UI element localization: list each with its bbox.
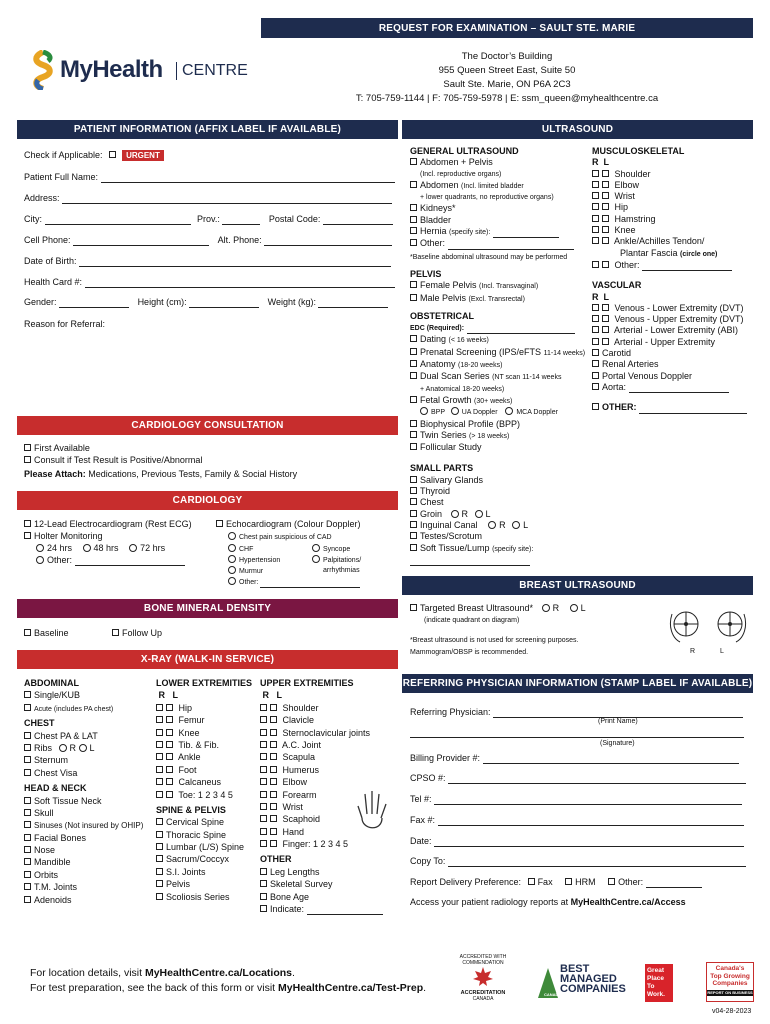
print-name-label: (Print Name): [598, 718, 638, 725]
palpitations-label: Palpitations/: [323, 557, 362, 564]
rl-header: R L: [262, 690, 283, 701]
xray-item[interactable]: Foot: [156, 764, 256, 776]
xray-header: X-RAY (WALK-IN SERVICE): [17, 650, 398, 669]
logo: [30, 50, 260, 90]
xray-item[interactable]: Finger: 1 2 3 4 5: [260, 838, 396, 850]
us-item[interactable]: Kidneys*: [410, 203, 598, 214]
phys-label: Referring Physician:: [410, 707, 491, 717]
general-us-heading: GENERAL ULTRASOUND: [410, 146, 519, 156]
echo-label: Echocardiogram (Colour Doppler): [226, 519, 361, 529]
xray-item[interactable]: Orbits: [24, 869, 152, 881]
holter-24-label: 24 hrs: [47, 543, 73, 553]
copy-label: Copy To:: [410, 856, 446, 866]
us-item[interactable]: Male Pelvis (Excl. Transrectal): [410, 293, 598, 305]
us-item[interactable]: Venous - Lower Extremity (DVT): [592, 303, 752, 314]
xray-item[interactable]: Thoracic Spine: [156, 829, 256, 841]
xray-item[interactable]: Bone Age: [260, 891, 396, 903]
ultrasound-header: ULTRASOUND: [402, 120, 753, 139]
holter-48-radio[interactable]: [83, 544, 91, 552]
chf-radio[interactable]: [228, 544, 236, 552]
rl-header: R L: [592, 157, 610, 168]
breast-note-1: *Breast ultrasound is not used for screening purposes.: [410, 637, 579, 644]
xray-item[interactable]: T.M. Joints: [24, 881, 152, 893]
access-text: Access your patient radiology reports at: [410, 897, 571, 907]
name-label: Patient Full Name:: [24, 172, 99, 182]
syncope-label: Syncope: [323, 546, 351, 553]
xray-item[interactable]: Chest Visa: [24, 767, 152, 779]
footer-line-2: For test preparation, see the back of this form or visit: [30, 982, 279, 994]
chf-label: CHF: [239, 546, 254, 553]
arrhythmias-label: arrhythmias: [323, 567, 360, 574]
other-heading: OTHER: [260, 854, 292, 865]
city-field[interactable]: [45, 216, 191, 225]
consult-if-positive-checkbox[interactable]: [24, 456, 31, 463]
weight-label: Weight (kg):: [267, 297, 316, 307]
follow-up-checkbox[interactable]: [112, 629, 119, 636]
us-item[interactable]: Thyroid: [410, 486, 598, 497]
address-line-1: The Doctor’s Building: [461, 51, 553, 62]
us-item[interactable]: Shoulder: [592, 169, 752, 180]
xray-item[interactable]: Lumbar (L/S) Spine: [156, 841, 256, 853]
hc-label: Health Card #:: [24, 277, 83, 287]
access-link[interactable]: MyHealthCentre.ca/Access: [570, 897, 686, 907]
cell-label: Cell Phone:: [24, 235, 71, 245]
bpp-radio[interactable]: [420, 407, 428, 415]
us-item[interactable]: Biophysical Profile (BPP): [410, 419, 598, 430]
cpso-field[interactable]: [448, 775, 746, 784]
us-item[interactable]: Groin R L: [410, 509, 598, 520]
palpitations-radio[interactable]: [312, 555, 320, 563]
great-place-logo: Great Place To Work.: [645, 964, 673, 1002]
cpso-label: CPSO #:: [410, 773, 446, 783]
obstetrical-heading: OBSTETRICAL: [410, 310, 474, 321]
xray-item[interactable]: Adenoids: [24, 894, 152, 906]
hc-field[interactable]: [85, 279, 395, 288]
breast-l-label: L: [720, 648, 724, 655]
xray-item[interactable]: Skull: [24, 807, 152, 819]
breast-r-label: R: [690, 648, 696, 655]
signature-label: (Signature): [600, 740, 635, 747]
billing-label: Billing Provider #:: [410, 753, 481, 763]
consult-if-positive-label: Consult if Test Result is Positive/Abnormal: [34, 455, 203, 465]
chest-pain-radio[interactable]: [228, 532, 236, 540]
address-field[interactable]: [62, 195, 392, 204]
name-field[interactable]: [101, 174, 395, 183]
mca-radio[interactable]: [505, 407, 513, 415]
us-item[interactable]: Fetal Growth (30+ weeks): [410, 395, 598, 407]
pref-label: Report Delivery Preference:: [410, 877, 522, 887]
holter-other-radio[interactable]: [36, 556, 44, 564]
us-item[interactable]: Arterial - Lower Extremity (ABI): [592, 325, 752, 336]
breast-l-radio[interactable]: [570, 604, 578, 612]
pref-fax-checkbox[interactable]: [528, 878, 535, 885]
us-item[interactable]: Knee: [592, 225, 752, 236]
xray-item[interactable]: Tib. & Fib.: [156, 739, 256, 751]
us-item[interactable]: Bladder: [410, 215, 598, 226]
us-item[interactable]: Venous - Upper Extremity (DVT): [592, 314, 752, 325]
attach-text: Medications, Previous Tests, Family & Social History: [85, 469, 298, 479]
us-item[interactable]: Salivary Glands: [410, 475, 598, 486]
xray-item[interactable]: Nose: [24, 844, 152, 856]
rl-header: R L: [592, 291, 610, 302]
echo-other-radio[interactable]: [228, 577, 236, 585]
breast-quadrant-note: (indicate quadrant on diagram): [424, 617, 520, 624]
xray-item[interactable]: Toe: 1 2 3 4 5: [156, 789, 256, 801]
myhealth-logo-icon: [30, 50, 56, 90]
us-item[interactable]: Anatomy (18-20 weeks): [410, 359, 598, 371]
form-title: REQUEST FOR EXAMINATION – SAULT STE. MARIE: [261, 18, 753, 38]
postal-field[interactable]: [323, 216, 393, 225]
us-item[interactable]: Other:: [410, 238, 598, 249]
city-label: City:: [24, 214, 42, 224]
us-item[interactable]: Hamstring: [592, 214, 752, 225]
ecg-label: 12-Lead Electrocardiogram (Rest ECG): [34, 519, 192, 529]
us-item[interactable]: Arterial - Upper Extremity: [592, 337, 752, 348]
locations-link[interactable]: MyHealthCentre.ca/Locations: [144, 967, 293, 979]
address-line-2: 955 Queen Street East, Suite 50: [438, 65, 576, 76]
us-item[interactable]: Soft Tissue/Lump (specify site):: [410, 543, 598, 567]
xray-item[interactable]: Sinuses (Not insured by OHIP): [24, 819, 152, 831]
pelvis-heading: PELVIS: [410, 268, 442, 279]
us-item[interactable]: Chest: [410, 497, 598, 508]
holter-other-label: Other:: [47, 555, 73, 565]
xray-item[interactable]: Pelvis: [156, 878, 256, 890]
accreditation-logo: ACCREDITED WITH COMMENDATION ACCREDITATION CANADA: [459, 954, 507, 1002]
small-parts-heading: SMALL PARTS: [410, 463, 474, 474]
xray-item[interactable]: Ribs R L: [24, 742, 152, 754]
tel-field[interactable]: [434, 796, 742, 805]
syncope-radio[interactable]: [312, 544, 320, 552]
top-growing-logo: Canada's Top Growing Companies REPORT ON BUSINESS: [706, 962, 754, 1002]
prov-field[interactable]: [222, 216, 260, 225]
xray-item[interactable]: A.C. Joint: [260, 739, 396, 751]
xray-item[interactable]: Leg Lengths: [260, 866, 396, 878]
cardio-consult-header: CARDIOLOGY CONSULTATION: [17, 416, 398, 435]
contact-line: T: 705-759-1144 | F: 705-759-5978 | E: ssm_queen@myhealthcentre.ca: [355, 93, 659, 104]
urgent-checkbox[interactable]: [109, 151, 116, 158]
xray-item[interactable]: Acute (includes PA chest): [24, 702, 152, 714]
xray-item[interactable]: Facial Bones: [24, 832, 152, 844]
alt-label: Alt. Phone:: [217, 235, 262, 245]
follow-up-label: Follow Up: [122, 628, 163, 638]
xray-item[interactable]: Humerus: [260, 764, 396, 776]
xray-item[interactable]: Femur: [156, 714, 256, 726]
us-note: + lower quadrants, no reproductive organs): [420, 194, 554, 202]
us-item[interactable]: Wrist: [592, 191, 752, 202]
dob-label: Date of Birth:: [24, 256, 77, 266]
ribs-r-radio[interactable]: [59, 744, 67, 752]
cardiology-header: CARDIOLOGY: [17, 491, 398, 510]
xray-item[interactable]: Indicate:: [260, 903, 396, 915]
msk-heading: MUSCULOSKELETAL: [592, 146, 685, 156]
us-item[interactable]: Other:: [592, 260, 752, 271]
hand-diagram-icon: [354, 788, 390, 836]
address-line-3: Sault Ste. Marie, ON P6A 2C3: [443, 79, 571, 90]
height-field[interactable]: [189, 299, 259, 308]
xray-item[interactable]: Hand: [260, 826, 396, 838]
xray-item[interactable]: Scoliosis Series: [156, 891, 256, 903]
us-item[interactable]: Carotid: [592, 348, 752, 359]
xray-item[interactable]: Ankle: [156, 751, 256, 763]
breast-header: BREAST ULTRASOUND: [402, 576, 753, 595]
xray-item[interactable]: Forearm: [260, 789, 396, 801]
head-neck-heading: HEAD & NECK: [24, 783, 87, 794]
best-managed-logo: CANADA'S BEST MANAGED COMPANIES: [538, 964, 638, 1004]
abdominal-heading: ABDOMINAL: [24, 678, 79, 688]
xray-item[interactable]: Mandible: [24, 856, 152, 868]
xray-item[interactable]: Skeletal Survey: [260, 878, 396, 890]
us-item[interactable]: Aorta:: [592, 382, 752, 393]
us-item[interactable]: OTHER:: [592, 402, 752, 413]
gender-label: Gender:: [24, 297, 57, 307]
prov-label: Prov.:: [197, 214, 220, 224]
ua-radio[interactable]: [451, 407, 459, 415]
baseline-checkbox[interactable]: [24, 629, 31, 636]
us-item[interactable]: Dual Scan Series (NT scan 11-14 weeks: [410, 371, 598, 383]
baseline-label: Baseline: [34, 628, 69, 638]
murmur-label: Murmur: [239, 568, 264, 575]
targeted-breast-checkbox[interactable]: [410, 604, 417, 611]
pref-other-checkbox[interactable]: [608, 878, 615, 885]
xray-item[interactable]: Scaphoid: [260, 813, 396, 825]
bmd-header: BONE MINERAL DENSITY: [17, 599, 398, 618]
xray-item[interactable]: Shoulder: [260, 702, 396, 714]
ribs-l-radio[interactable]: [79, 744, 87, 752]
patient-info-header: PATIENT INFORMATION (AFFIX LABEL IF AVAILABLE): [17, 120, 398, 139]
signature-field[interactable]: [410, 729, 744, 738]
holter-label: Holter Monitoring: [34, 531, 103, 541]
gender-field[interactable]: [59, 299, 129, 308]
attach-label: Please Attach:: [24, 469, 86, 479]
dob-field[interactable]: [79, 258, 391, 267]
upper-heading: UPPER EXTREMITIES: [260, 678, 354, 688]
xray-item[interactable]: Clavicle: [260, 714, 396, 726]
xray-item[interactable]: Sacrum/Coccyx: [156, 853, 256, 865]
rl-header: R L: [158, 690, 179, 701]
msk-pf-label: Plantar Fascia: [620, 247, 678, 258]
us-note: + Anatomical 18-20 weeks): [420, 385, 505, 393]
logo-sub: CENTRE: [176, 62, 248, 80]
date-label: Date:: [410, 836, 432, 846]
us-item[interactable]: Ankle/Achilles Tendon/: [592, 236, 752, 247]
echo-checkbox[interactable]: [216, 520, 223, 527]
us-item[interactable]: Renal Arteries: [592, 359, 752, 370]
weight-field[interactable]: [318, 299, 388, 308]
fax-field[interactable]: [438, 817, 744, 826]
xray-item[interactable]: Chest PA & LAT: [24, 730, 152, 742]
postal-label: Postal Code:: [268, 214, 321, 224]
xray-item[interactable]: Calcaneus: [156, 776, 256, 788]
holter-24-radio[interactable]: [36, 544, 44, 552]
ecg-checkbox[interactable]: [24, 520, 31, 527]
echo-other-label: Other:: [239, 579, 259, 586]
xray-item[interactable]: Cervical Spine: [156, 816, 256, 828]
billing-field[interactable]: [483, 755, 739, 764]
referring-header: REFERRING PHYSICIAN INFORMATION (STAMP LABEL IF AVAILABLE): [402, 674, 753, 693]
us-item[interactable]: Elbow: [592, 180, 752, 191]
edc-label: EDC (Required):: [410, 325, 465, 333]
us-item[interactable]: Portal Venous Doppler: [592, 371, 752, 382]
urgent-badge: URGENT: [122, 150, 164, 161]
breast-diagram-icon[interactable]: [666, 606, 750, 650]
tel-label: Tel #:: [410, 794, 432, 804]
reason-label: Reason for Referral:: [24, 319, 106, 329]
edc-field[interactable]: [467, 325, 575, 334]
address-label: Address:: [24, 193, 60, 203]
chest-heading: CHEST: [24, 718, 55, 729]
echo-other-field[interactable]: [260, 579, 360, 588]
us-item[interactable]: Abdomen + Pelvis: [410, 157, 598, 168]
holter-checkbox[interactable]: [24, 532, 31, 539]
us-item[interactable]: Twin Series (> 18 weeks): [410, 430, 598, 442]
holter-72-radio[interactable]: [129, 544, 137, 552]
holter-48-label: 48 hrs: [93, 543, 119, 553]
xray-item[interactable]: Sternum: [24, 754, 152, 766]
first-available-checkbox[interactable]: [24, 444, 31, 451]
xray-item[interactable]: Scapula: [260, 751, 396, 763]
hypertension-radio[interactable]: [228, 555, 236, 563]
breast-r-radio[interactable]: [542, 604, 550, 612]
copy-field[interactable]: [448, 858, 746, 867]
xray-item[interactable]: Knee: [156, 727, 256, 739]
us-item[interactable]: Inguinal Canal R L: [410, 520, 598, 531]
us-item[interactable]: Hip: [592, 202, 752, 213]
height-label: Height (cm):: [137, 297, 187, 307]
us-item[interactable]: Testes/Scrotum: [410, 531, 598, 542]
holter-72-label: 72 hrs: [140, 543, 166, 553]
us-item[interactable]: Follicular Study: [410, 442, 598, 453]
test-prep-link[interactable]: MyHealthCentre.ca/Test-Prep: [278, 982, 424, 994]
pref-hrm-checkbox[interactable]: [565, 878, 572, 885]
cell-field[interactable]: [73, 237, 209, 246]
first-available-label: First Available: [34, 443, 90, 453]
murmur-radio[interactable]: [228, 566, 236, 574]
breast-note-2: Mammogram/OBSP is recommended.: [410, 649, 529, 656]
us-note: (Incl. reproductive organs): [420, 170, 502, 178]
maple-leaf-icon: [471, 966, 495, 988]
us-item[interactable]: Prenatal Screening (IPS/eFTS 11-14 weeks): [410, 347, 598, 359]
version-label: v04-28-2023: [712, 1008, 752, 1015]
chest-pain-label: Chest pain suspicious of CAD: [239, 534, 332, 541]
footer-line-1: For location details, visit: [30, 967, 145, 979]
xray-item[interactable]: Single/KUB: [24, 689, 152, 701]
vascular-heading: VASCULAR: [592, 280, 642, 291]
xray-item[interactable]: Soft Tissue Neck: [24, 795, 152, 807]
alt-field[interactable]: [264, 237, 392, 246]
us-item[interactable]: Abdomen (Incl. limited bladder: [410, 180, 598, 192]
holter-other-field[interactable]: [75, 557, 185, 566]
xray-item[interactable]: Hip: [156, 702, 256, 714]
date-field[interactable]: [434, 838, 744, 847]
check-label: Check if Applicable:: [24, 150, 103, 160]
logo-main: MyHealth: [60, 56, 163, 83]
hypertension-label: Hypertension: [239, 557, 281, 564]
us-item[interactable]: Hernia (specify site):: [410, 226, 598, 238]
xray-item[interactable]: Sternoclavicular joints: [260, 727, 396, 739]
msk-pf-note: (circle one): [680, 250, 718, 258]
us-item[interactable]: Female Pelvis (Incl. Transvaginal): [410, 280, 598, 292]
us-item[interactable]: Dating (< 16 weeks): [410, 334, 598, 346]
spine-heading: SPINE & PELVIS: [156, 804, 226, 815]
pref-other-field[interactable]: [646, 879, 702, 888]
lower-heading: LOWER EXTREMITIES: [156, 678, 253, 688]
fax-label: Fax #:: [410, 815, 436, 825]
xray-item[interactable]: Elbow: [260, 776, 396, 788]
xray-item[interactable]: S.I. Joints: [156, 866, 256, 878]
targeted-breast-label: Targeted Breast Ultrasound*: [420, 603, 534, 613]
xray-item[interactable]: Wrist: [260, 801, 396, 813]
us-baseline-note: *Baseline abdominal ultrasound may be performed: [410, 253, 568, 261]
